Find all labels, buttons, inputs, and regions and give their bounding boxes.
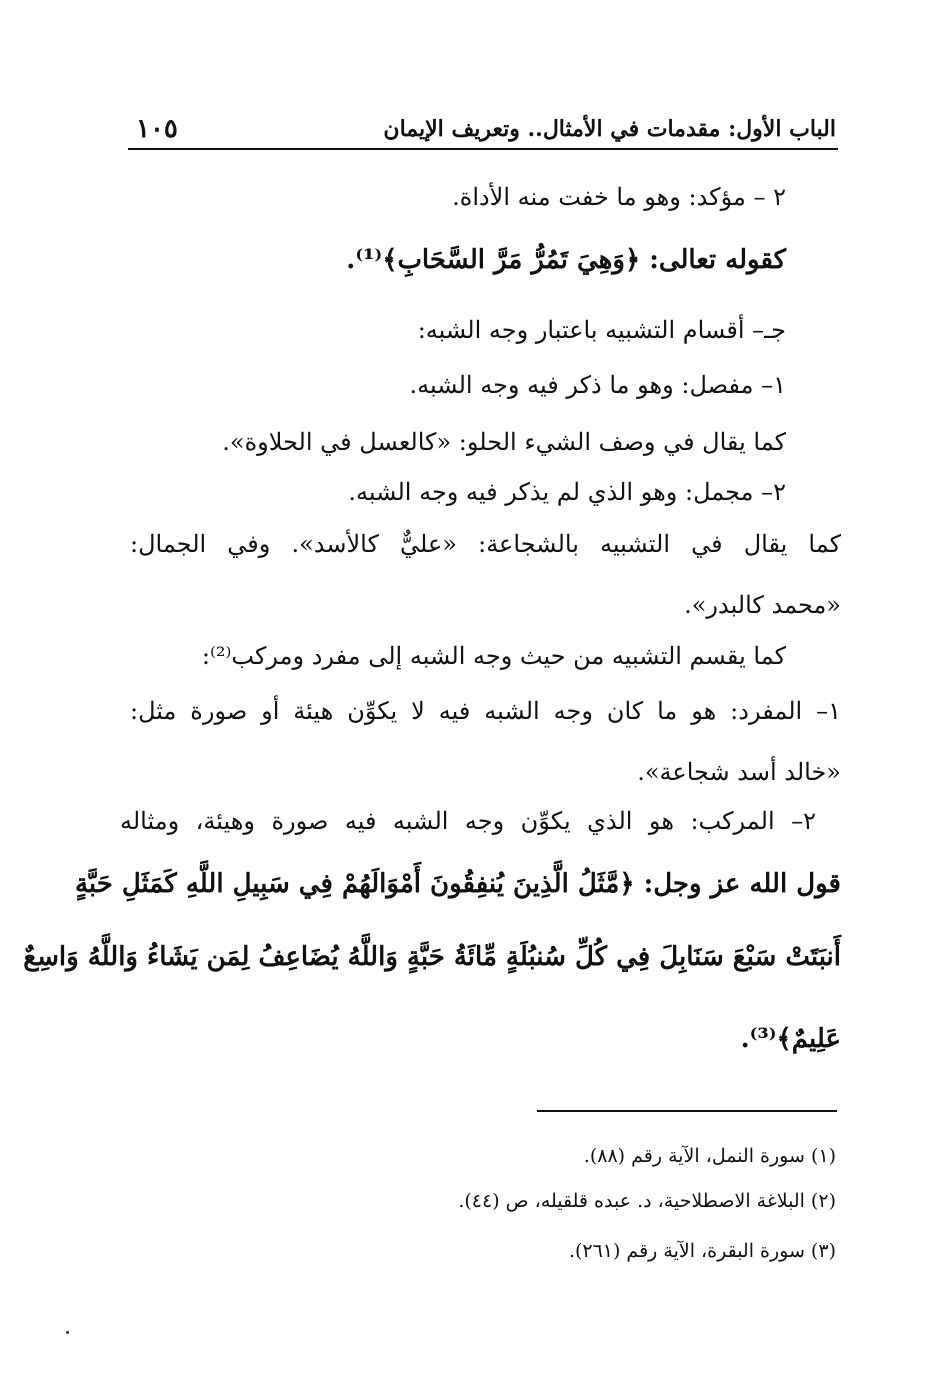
body-line: ٢– المركب: هو الذي يكوِّن وجه الشبه فيه صورة وهيئة، ومثاله bbox=[120, 807, 816, 835]
body-line: كما يقال في التشبيه بالشجاعة: «عليٌّ كالأسد». وفي الجمال: bbox=[130, 530, 841, 558]
running-title: الباب الأول: مقدمات في الأمثال.. وتعريف الإيمان bbox=[383, 116, 836, 142]
body-line: ١– المفرد: هو ما كان وجه الشبه فيه لا يكوِّن هيئة أو صورة مثل: bbox=[130, 697, 841, 725]
body-line: كما يقال في وصف الشيء الحلو: «كالعسل في الحلاوة». bbox=[222, 428, 786, 456]
footnote: (٣) سورة البقرة، الآية رقم (٢٦١). bbox=[568, 1240, 836, 1262]
footnote: (١) سورة النمل، الآية رقم (٨٨). bbox=[583, 1145, 836, 1167]
quran-verse-line: قول الله عز وجل: ﴿مَّثَلُ الَّذِينَ يُنفِقُونَ أَمْوَالَهُمْ فِي سَبِيلِ اللَّهِ كَمَثَلِ حَبَّةٍ bbox=[74, 869, 841, 899]
page-header bbox=[128, 112, 838, 150]
footnote-separator bbox=[537, 1110, 837, 1112]
body-line: ٢– مجمل: وهو الذي لم يذكر فيه وجه الشبه. bbox=[348, 478, 786, 506]
body-line: كقوله تعالى: ﴿وَهِيَ تَمُرُّ مَرَّ السَّحَابِ﴾⁽¹⁾. bbox=[346, 245, 786, 275]
body-line: «خالد أسد شجاعة». bbox=[637, 758, 841, 786]
body-line: جـ– أقسام التشبيه باعتبار وجه الشبه: bbox=[417, 316, 786, 344]
body-line: كما يقسم التشبيه من حيث وجه الشبه إلى مفرد ومركب⁽²⁾: bbox=[201, 642, 786, 670]
body-line: ١– مفصل: وهو ما ذكر فيه وجه الشبه. bbox=[409, 371, 786, 399]
footnote: (٢) البلاغة الاصطلاحية، د. عبده قلقيله، ص (٤٤). bbox=[458, 1190, 836, 1212]
body-line: «محمد كالبدر». bbox=[684, 591, 841, 619]
quran-verse-line: أَنبَتَتْ سَبْعَ سَنَابِلَ فِي كُلِّ سُنبُلَةٍ مِّائَةُ حَبَّةٍ وَاللَّهُ يُضَاعِفُ لِمَن يَشَاءُ وَاللَّهُ وَاسِعٌ bbox=[23, 942, 841, 972]
body-line: ٢ – مؤكد: وهو ما خفت منه الأداة. bbox=[452, 183, 786, 211]
quran-verse-line: عَلِيمٌ﴾⁽³⁾. bbox=[740, 1024, 841, 1054]
page-number: ١٠٥ bbox=[136, 114, 178, 144]
scan-speck bbox=[66, 1331, 69, 1334]
